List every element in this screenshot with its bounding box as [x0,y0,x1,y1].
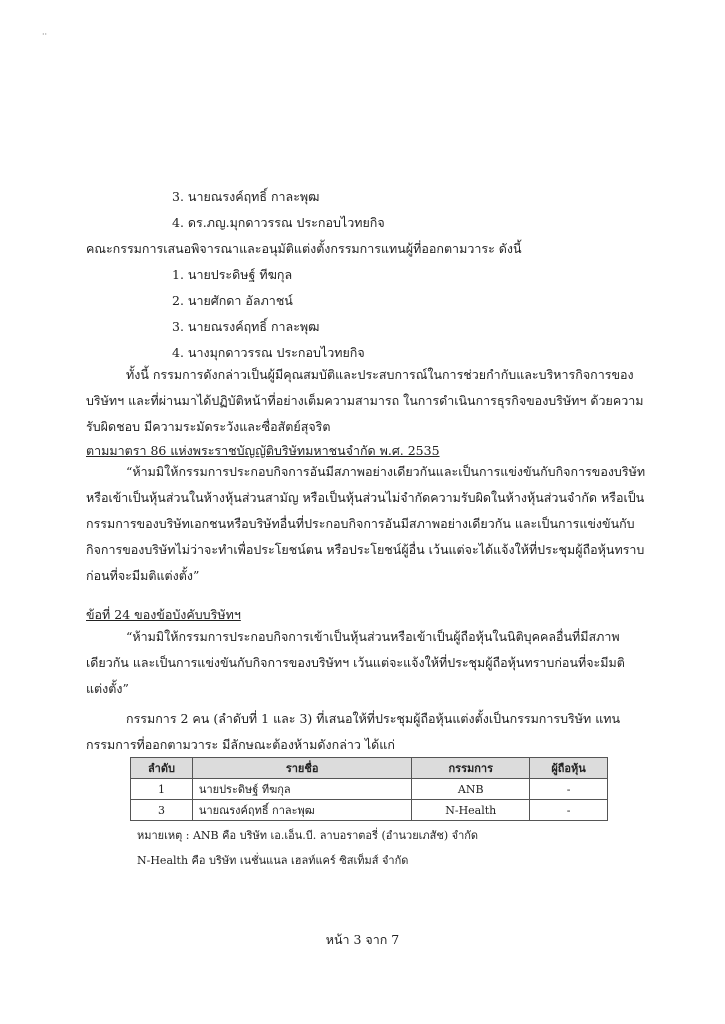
header-order: ลำดับ [131,758,193,779]
row-order: 1 [131,779,193,800]
section86-line-3: กรรมการของบริษัทเอกชนหรือบริษัทอื่นที่ประกอบกิจการอันมีสภาพอย่างเดียวกัน และเป็นการแข่งขันกับ [86,516,635,531]
table-header-row [131,758,608,779]
qualification-line-2: บริษัทฯ และที่ผ่านมาได้ปฏิบัติหน้าที่อย่างเต็มความสามารถ ในการดำเนินการธุรกิจของบริษัทฯ ด้วยความ [86,393,644,408]
page-number: หน้า 3 จาก 7 [325,932,400,947]
row-order: 3 [131,800,193,821]
article24-line-2: เดียวกัน และเป็นการแข่งขันกับกิจการของบริษัทฯ เว้นแต่จะแจ้งให้ที่ประชุมผู้ถือหุ้นทราบก่อนที่จะมีมติ [86,655,625,670]
article24-line-3: แต่งตั้ง” [86,681,129,696]
row-director: N-Health [412,800,530,821]
section86-heading: ตามมาตรา 86 แห่งพระราชบัญญัติบริษัทมหาชนจำกัด พ.ศ. 2535 [86,443,440,458]
header-director: กรรมการ [412,758,530,779]
article24-paragraph [86,624,646,702]
proposed-item-4: 4. นางมุกดาวรรณ ประกอบไวทยกิจ [172,345,365,360]
row-name: นายประดิษฐ์ ทีฆกุล [192,779,411,800]
qualification-line-3: รับผิดชอบ มีความระมัดระวังและซื่อสัตย์สุจริต [86,419,331,434]
section86-line-1: “ห้ามมิให้กรรมการประกอบกิจการอันมีสภาพอย่างเดียวกันและเป็นการแข่งขันกับกิจการของบริษัท [126,464,646,479]
article24-heading: ข้อที่ 24 ของข้อบังคับบริษัทฯ [86,607,241,622]
scan-mark: ·· [42,30,48,39]
conflict-paragraph [86,706,646,758]
header-name: รายชื่อ [192,758,411,779]
header-shareholder: ผู้ถือหุ้น [530,758,608,779]
table-row [131,779,608,800]
row-name: นายณรงค์ฤทธิ์ กาละพุฒ [192,800,411,821]
section86-paragraph [86,459,646,589]
section86-line-5: ก่อนที่จะมีมติแต่งตั้ง” [86,568,200,583]
row-shareholder: - [530,779,608,800]
qualification-line-1: ทั้งนี้ กรรมการดังกล่าวเป็นผู้มีคุณสมบัติและประสบการณ์ในการช่วยกำกับและบริหารกิจการของ [126,367,634,382]
conflict-line-2: กรรมการที่ออกตามวาระ มีลักษณะต้องห้ามดังกล่าว ได้แก่ [86,737,395,752]
section86-line-2: หรือเข้าเป็นหุ้นส่วนในห้างหุ้นส่วนสามัญ หรือเป็นหุ้นส่วนไม่จำกัดความรับผิดในห้างหุ้นส่วนจำกัด หรือเป็น [86,490,645,505]
note-anb: หมายเหตุ : ANB คือ บริษัท เอ.เอ็น.บี. ลาบอราตอรี่ (อำนวยเภสัช) จำกัด [137,829,479,842]
top-list-item-4: 4. ดร.ภญ.มุกดาวรรณ ประกอบไวทยกิจ [172,215,385,230]
row-shareholder: - [530,800,608,821]
directors-table [130,757,608,821]
top-list-item-3: 3. นายณรงค์ฤทธิ์ กาละพุฒ [172,189,320,204]
conflict-line-1: กรรมการ 2 คน (ลำดับที่ 1 และ 3) ที่เสนอให้ที่ประชุมผู้ถือหุ้นแต่งตั้งเป็นกรรมการบริษัท แทน [126,711,621,726]
proposal-heading: คณะกรรมการเสนอพิจารณาและอนุมัติแต่งตั้งกรรมการแทนผู้ที่ออกตามวาระ ดังนี้ [86,241,522,256]
table-row [131,800,608,821]
section86-line-4: กิจการของบริษัทไม่ว่าจะทำเพื่อประโยชน์ตน หรือประโยชน์ผู้อื่น เว้นแต่จะได้แจ้งให้ที่ประชุมผู้ถือหุ้นทราบ [86,542,645,557]
row-director: ANB [412,779,530,800]
article24-line-1: “ห้ามมิให้กรรมการประกอบกิจการเข้าเป็นหุ้นส่วนหรือเข้าเป็นผู้ถือหุ้นในนิติบุคคลอื่นที่มีสภาพ [126,629,620,644]
proposed-item-1: 1. นายประดิษฐ์ ทีฆกุล [172,267,293,282]
proposed-item-3: 3. นายณรงค์ฤทธิ์ กาละพุฒ [172,319,320,334]
note-nhealth: N-Health คือ บริษัท เนชั่นแนล เฮลท์แคร์ ซิสเท็มส์ จำกัด [137,854,409,867]
qualification-paragraph [86,362,646,440]
proposed-item-2: 2. นายศักดา อัลภาชน์ [172,293,293,308]
